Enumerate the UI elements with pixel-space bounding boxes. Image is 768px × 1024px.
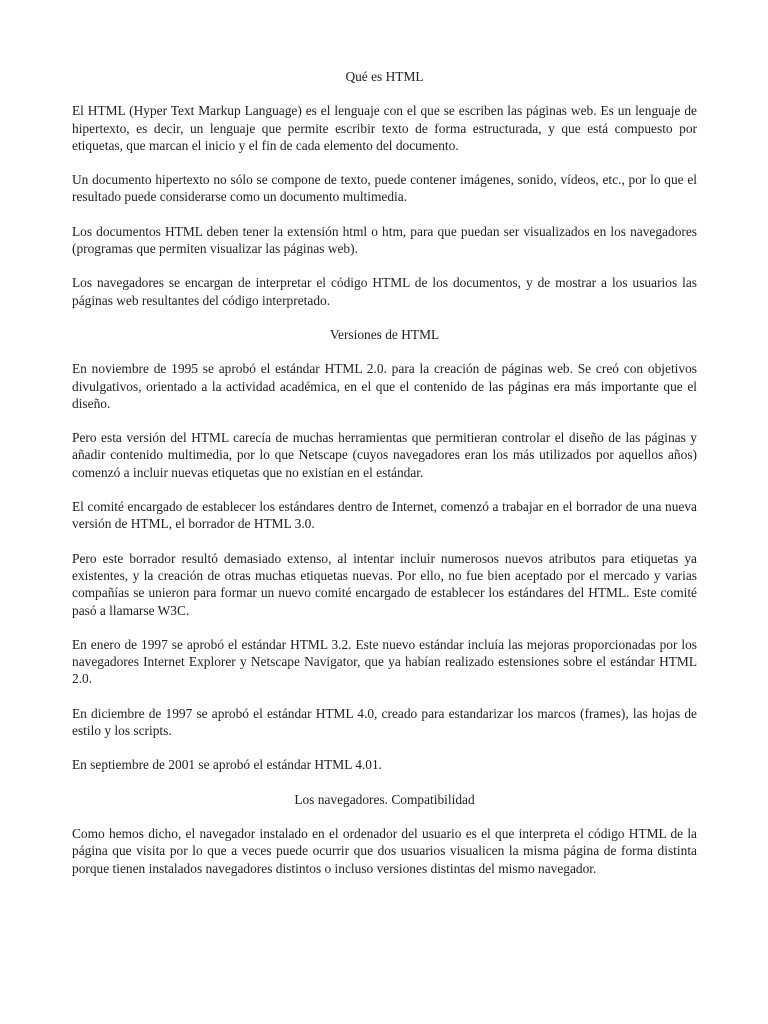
paragraph: En septiembre de 2001 se aprobó el estándar HTML 4.01. [72, 757, 383, 773]
section-heading-navegadores: Los navegadores. Compatibilidad [294, 791, 475, 807]
section-heading-versiones: Versiones de HTML [329, 326, 440, 342]
paragraph: El comité encargado de establecer los estándares dentro de Internet, comenzó a trabajar en el borrador de una nueva versión de HTML, el borrador de HTML 3.0. [72, 499, 697, 532]
paragraph: Los documentos HTML deben tener la extensión html o htm, para que puedan ser visualizados en los navegadores (programas que permiten visualizar las páginas web). [72, 223, 697, 257]
paragraph: En enero de 1997 se aprobó el estándar HTML 3.2. Este nuevo estándar incluía las mejoras proporcionadas por los navegadores Internet Explorer y Netscape Navigator, que ya habían realizado estensiones sobre el estándar HTML 2.0. [72, 636, 697, 687]
section-heading-que-es-html: Qué es HTML [345, 69, 424, 84]
paragraph: Como hemos dicho, el navegador instalado en el ordenador del usuario es el que interpreta el código HTML de la página que visita por lo que a veces puede ocurrir que dos usuarios visualicen la misma página de forma distinta porque tienen instalados navegadores distintos o incluso versiones distintas del mismo navegador. [72, 825, 697, 876]
paragraph: El HTML (Hyper Text Markup Language) es el lenguaje con el que se escriben las páginas web. Es un lenguaje de hipertexto, es decir, un lenguaje que permite escribir texto de forma estructurada, y que está compuesto por etiquetas, que marcan el inicio y el fin de cada elemento del documento. [72, 103, 697, 153]
paragraph: En diciembre de 1997 se aprobó el estándar HTML 4.0, creado para estandarizar los marcos (frames), las hojas de estilo y los scripts. [72, 705, 697, 739]
paragraph: En noviembre de 1995 se aprobó el estándar HTML 2.0. para la creación de páginas web. Se creó con objetivos divulgativos, orientado a la actividad académica, en el que el contenido de las páginas era más importante que el diseño. [72, 361, 697, 411]
paragraph: Pero esta versión del HTML carecía de muchas herramientas que permitieran controlar el diseño de las páginas y añadir contenido multimedia, por lo que Netscape (cuyos navegadores eran los más utilizados por aquellos años) comenzó a incluir nuevas etiquetas que no existían en el estándar. [72, 430, 697, 480]
paragraph: Un documento hipertexto no sólo se compone de texto, puede contener imágenes, sonido, vídeos, etc., por lo que el resultado puede considerarse como un documento multimedia. [72, 172, 697, 205]
paragraph: Pero este borrador resultó demasiado extenso, al intentar incluir numerosos nuevos atributos para etiquetas ya existentes, y la creación de otras muchas etiquetas nuevas. Por ello, no fue bien aceptado por el mercado y varias compañías se unieron para formar un nuevo comité encargado de establecer los estándares del HTML. Este comité pasó a llamarse W3C. [72, 550, 697, 618]
paragraph: Los navegadores se encargan de interpretar el código HTML de los documentos, y de mostrar a los usuarios las páginas web resultantes del código interpretado. [72, 275, 697, 308]
document-page [72, 68, 697, 894]
